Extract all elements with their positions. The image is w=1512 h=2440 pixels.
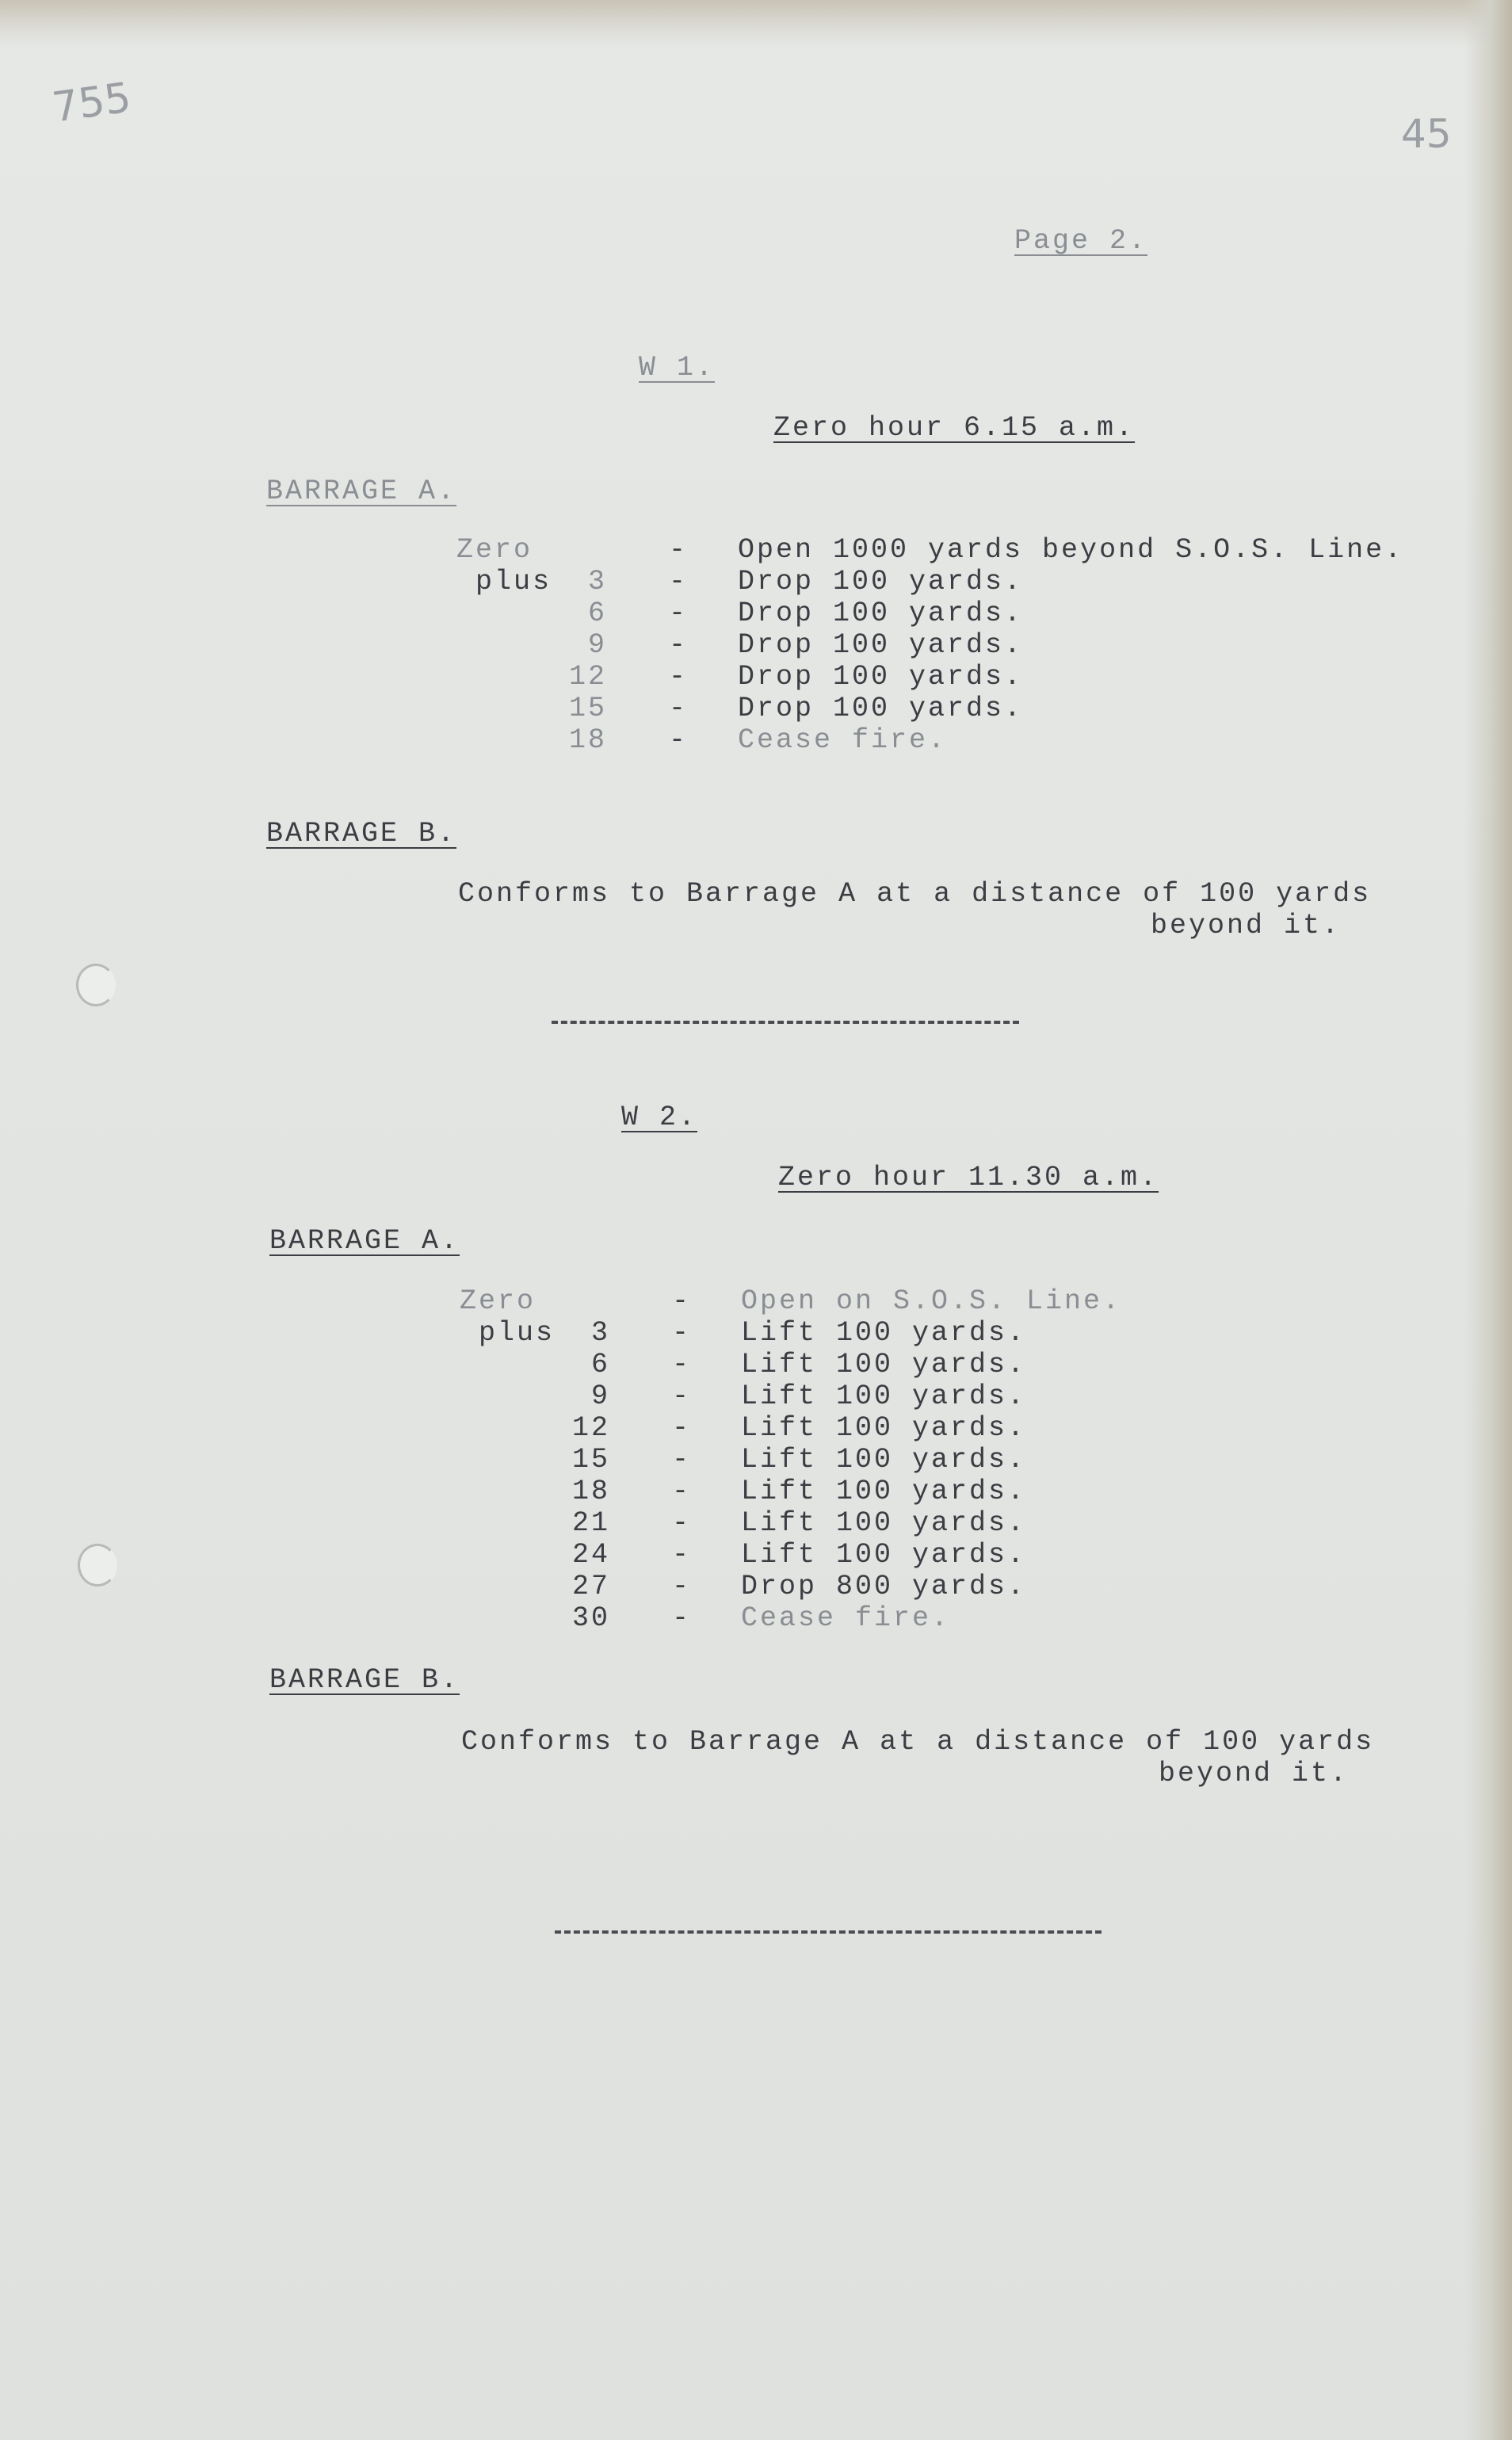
schedule-row [456,724,1407,756]
row-minutes: 18 [568,724,607,756]
folio-number: 45 [1401,111,1452,157]
row-minutes: 30 [571,1602,610,1634]
row-minutes: 9 [587,629,607,661]
row-action: Lift 100 yards. [741,1349,1027,1380]
row-action: Open 1000 yards beyond S.O.S. Line. [738,534,1404,566]
row-dash: - [672,1476,692,1507]
row-dash: - [672,1380,692,1412]
barrage-b-label-w1: BARRAGE B. [266,818,457,850]
barrage-b-text-w1-cont: beyond it. [1151,910,1342,941]
section-heading-w1: W 1. [639,352,716,384]
row-action: Lift 100 yards. [741,1380,1027,1412]
schedule-row [460,1476,1411,1507]
row-action: Drop 100 yards. [738,661,1024,693]
row-action: Drop 100 yards. [738,693,1024,724]
row-minutes: 9 [590,1380,610,1412]
schedule-row [460,1317,1411,1349]
schedule-row [460,1602,1411,1634]
section-heading-w2: W 2. [621,1102,698,1133]
row-dash: - [672,1285,692,1317]
barrage-b-text-w2: Conforms to Barrage A at a distance of 100 yards [461,1726,1375,1758]
row-action: Cease fire. [741,1602,951,1634]
schedule-row [460,1380,1411,1412]
schedule-row [456,566,1407,598]
row-dash: - [672,1602,692,1634]
schedule-row [460,1285,1411,1317]
row-label: plus [479,1317,556,1349]
row-dash: - [669,566,689,598]
barrage-a-schedule-w2 [460,1285,1411,1650]
row-action: Drop 800 yards. [741,1571,1027,1602]
paper-top-edge [0,0,1512,48]
schedule-row [460,1539,1411,1571]
row-label: Zero [460,1285,536,1317]
barrage-b-text-w2-cont: beyond it. [1159,1758,1350,1789]
schedule-row [460,1444,1411,1476]
row-minutes: 12 [568,661,607,693]
row-minutes: 6 [590,1349,610,1380]
barrage-a-label-w1: BARRAGE A. [266,475,457,507]
row-action: Drop 100 yards. [738,629,1024,661]
row-minutes: 3 [590,1317,610,1349]
row-dash: - [672,1444,692,1476]
schedule-row [456,693,1407,724]
row-dash: - [672,1412,692,1444]
row-action: Open on S.O.S. Line. [741,1285,1122,1317]
schedule-row [456,598,1407,629]
row-dash: - [669,629,689,661]
barrage-a-schedule-w1 [456,534,1407,772]
row-dash: - [672,1507,692,1539]
row-action: Drop 100 yards. [738,598,1024,629]
schedule-row [460,1507,1411,1539]
row-minutes: 15 [571,1444,610,1476]
row-action: Cease fire. [738,724,948,756]
row-label: plus [475,566,552,598]
paper-right-edge [1464,0,1512,2440]
row-minutes: 6 [587,598,607,629]
row-action: Lift 100 yards. [741,1412,1027,1444]
row-action: Lift 100 yards. [741,1444,1027,1476]
schedule-row [456,534,1407,566]
row-action: Lift 100 yards. [741,1539,1027,1571]
zero-hour-w2: Zero hour 11.30 a.m. [778,1162,1159,1193]
barrage-b-label-w2: BARRAGE B. [269,1664,460,1696]
row-label: Zero [456,534,533,566]
row-minutes: 21 [571,1507,610,1539]
punch-hole-upper [76,964,116,1006]
row-minutes: 24 [571,1539,610,1571]
row-dash: - [669,693,689,724]
section-divider [552,1021,1019,1024]
schedule-row [460,1412,1411,1444]
row-minutes: 15 [568,693,607,724]
row-dash: - [669,534,689,566]
row-dash: - [672,1539,692,1571]
punch-hole-lower [78,1544,117,1587]
row-minutes: 3 [587,566,607,598]
row-dash: - [672,1571,692,1602]
schedule-row [456,661,1407,693]
schedule-row [456,629,1407,661]
row-minutes: 27 [571,1571,610,1602]
page-label: Page 2. [1014,225,1148,257]
row-minutes: 18 [571,1476,610,1507]
row-dash: - [672,1349,692,1380]
row-action: Lift 100 yards. [741,1507,1027,1539]
zero-hour-w1: Zero hour 6.15 a.m. [773,412,1136,444]
schedule-row [460,1571,1411,1602]
row-dash: - [672,1317,692,1349]
schedule-row [460,1349,1411,1380]
barrage-a-label-w2: BARRAGE A. [269,1225,460,1257]
pencil-annotation: 755 [49,74,134,132]
row-minutes: 12 [571,1412,610,1444]
section-divider [555,1930,1102,1934]
row-dash: - [669,724,689,756]
row-action: Lift 100 yards. [741,1476,1027,1507]
row-action: Drop 100 yards. [738,566,1024,598]
row-dash: - [669,661,689,693]
row-dash: - [669,598,689,629]
row-action: Lift 100 yards. [741,1317,1027,1349]
barrage-b-text-w1: Conforms to Barrage A at a distance of 100 yards [458,878,1372,910]
